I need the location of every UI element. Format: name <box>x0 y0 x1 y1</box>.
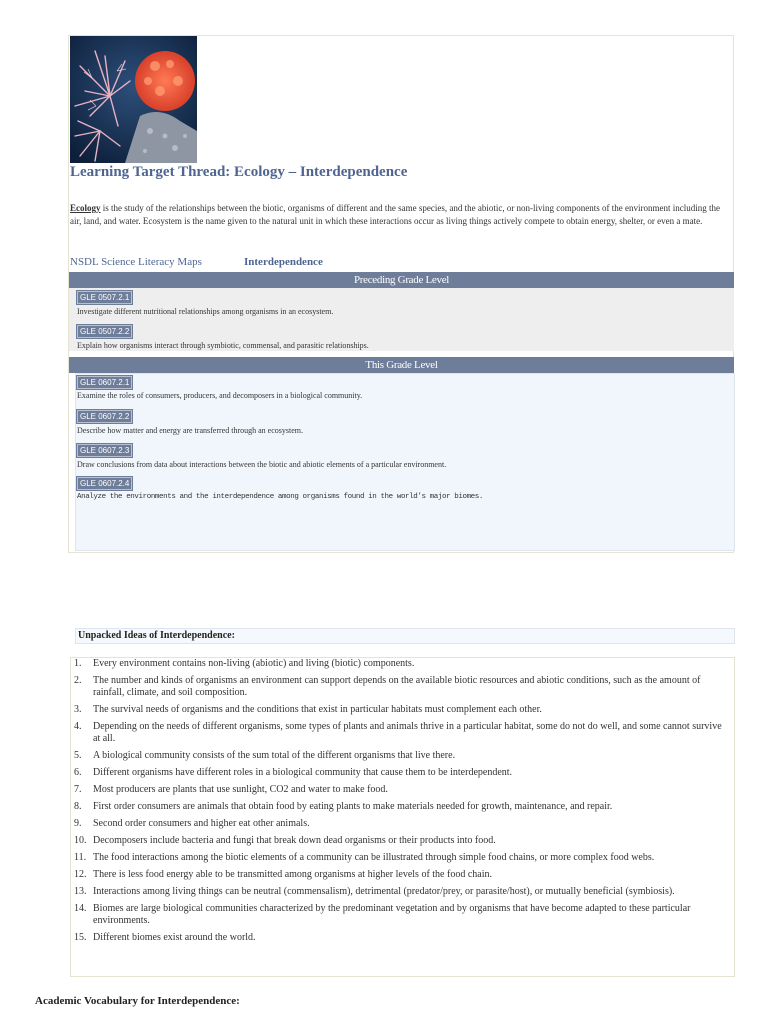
list-text: The food interactions among the biotic elements of a community can be illustrated through simple food chains, or more complex food webs. <box>93 852 655 863</box>
list-text: Different organisms have different roles in a biological community that cause them to be interdependent. <box>93 767 513 778</box>
list-text: There is less food energy able to be transmitted among organisms at higher levels of the food chain. <box>93 869 492 880</box>
vocab-heading: Academic Vocabulary for Interdependence: <box>35 995 240 1007</box>
list-text: A biological community consists of the sum total of the different organisms that live there. <box>93 750 456 761</box>
gle-description: Investigate different nutritional relationships among organisms in an ecosystem. <box>77 307 334 316</box>
list-item <box>74 835 730 847</box>
list-number: 2. <box>74 675 82 686</box>
list-text: Depending on the needs of different organisms, some types of plants and animals thrive in a particular habitat, some do not do well, and some cannot survive at all. <box>93 721 722 744</box>
gle-description: Draw conclusions from data about interactions between the biotic and abiotic elements of a particular environment. <box>77 460 447 469</box>
unpacked-heading: Unpacked Ideas of Interdependence: <box>75 628 735 644</box>
list-text: Most producers are plants that use sunlight, CO2 and water to make food. <box>93 784 388 795</box>
gle-badge[interactable]: GLE 0507.2.1 <box>77 291 132 304</box>
list-text: Second order consumers and higher eat other animals. <box>93 818 310 829</box>
list-number: 8. <box>74 801 82 812</box>
gle-badge[interactable]: GLE 0507.2.2 <box>77 325 132 338</box>
list-number: 6. <box>74 767 82 778</box>
ecology-term: Ecology <box>70 203 101 213</box>
list-number: 12. <box>74 869 87 880</box>
list-number: 11. <box>74 852 87 863</box>
list-text: Decomposers include bacteria and fungi that break down dead organisms or their products into food. <box>93 835 496 846</box>
list-text: Different biomes exist around the world. <box>93 932 256 943</box>
nsdl-maps-link[interactable]: NSDL Science Literacy Maps <box>70 256 202 268</box>
list-item <box>74 852 730 864</box>
interdependence-link[interactable]: Interdependence <box>244 256 323 268</box>
list-item <box>74 704 730 716</box>
gle-description: Describe how matter and energy are transferred through an ecosystem. <box>77 426 303 435</box>
list-item <box>74 886 730 898</box>
list-text: The number and kinds of organisms an environment can support depends on the available biotic resources and abiotic conditions, such as the amount of rainfall, climate, and soil composition. <box>93 675 701 698</box>
gle-description: Analyze the environments and the interdependence among organisms found in the world’s major biomes. <box>77 493 483 501</box>
list-item <box>74 767 730 779</box>
list-item <box>74 801 730 813</box>
list-text: Interactions among living things can be neutral (commensalism), detrimental (predator/prey, or parasite/host), or mutually beneficial (symbiosis). <box>93 886 675 897</box>
list-text: Every environment contains non-living (abiotic) and living (biotic) components. <box>93 658 415 669</box>
list-item <box>74 932 730 944</box>
list-item <box>74 903 730 927</box>
list-item <box>74 721 730 745</box>
list-number: 15. <box>74 932 87 943</box>
page-title: Learning Target Thread: Ecology – Interdependence <box>70 164 408 180</box>
list-item <box>74 784 730 796</box>
list-number: 13. <box>74 886 87 897</box>
preceding-grade-band: Preceding Grade Level <box>69 272 734 288</box>
list-text: The survival needs of organisms and the conditions that exist in particular habitats must complement each other. <box>93 704 542 715</box>
list-number: 3. <box>74 704 82 715</box>
gle-badge[interactable]: GLE 0607.2.4 <box>77 477 132 490</box>
intro-text: is the study of the relationships between the biotic, organisms of different and the same species, and the abiotic, or non-living components of the environment including the air, land, and water. Ecosystem is the name given to the natural unit in which these interactions occur as living things actively compete to obtain energy, shelter, or even a mate. <box>70 203 721 226</box>
list-number: 9. <box>74 818 82 829</box>
list-number: 1. <box>74 658 82 669</box>
list-item <box>74 869 730 881</box>
gle-badge[interactable]: GLE 0607.2.2 <box>77 410 132 423</box>
list-number: 7. <box>74 784 82 795</box>
list-number: 4. <box>74 721 82 732</box>
list-number: 10. <box>74 835 87 846</box>
gle-badge[interactable]: GLE 0607.2.3 <box>77 444 132 457</box>
list-item <box>74 658 730 670</box>
coral-photo <box>70 36 197 163</box>
gle-description: Examine the roles of consumers, producers, and decomposers in a biological community. <box>77 391 363 400</box>
gle-badge[interactable]: GLE 0607.2.1 <box>77 376 132 389</box>
list-text: Biomes are large biological communities characterized by the predominant vegetation and by organisms that have become adapted to these particular environments. <box>93 903 691 926</box>
list-number: 14. <box>74 903 87 914</box>
list-item <box>74 675 730 699</box>
list-item <box>74 818 730 830</box>
unpacked-list <box>74 658 730 949</box>
this-grade-band: This Grade Level <box>69 357 734 373</box>
list-item <box>74 750 730 762</box>
coral-image <box>70 36 197 163</box>
intro-paragraph <box>70 202 730 227</box>
list-text: First order consumers are animals that obtain food by eating plants to make materials needed for growth, maintenance, and repair. <box>93 801 613 812</box>
list-number: 5. <box>74 750 82 761</box>
gle-description: Explain how organisms interact through symbiotic, commensal, and parasitic relationships. <box>77 341 369 350</box>
